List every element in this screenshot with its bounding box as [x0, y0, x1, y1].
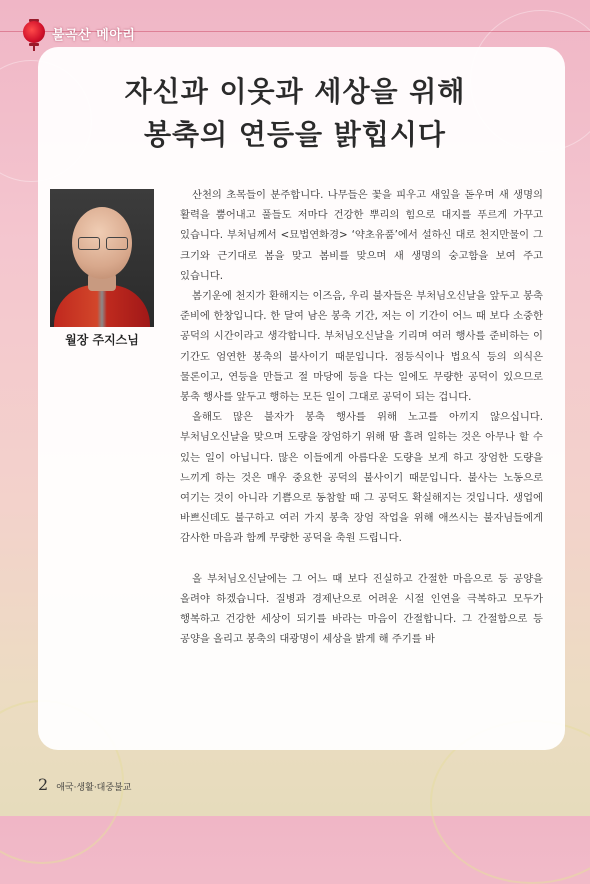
article-paragraph: 올해도 많은 불자가 봉축 행사를 위해 노고를 아끼지 않으십니다. 부처님오신날을 맞으며 도량을 장엄하기 위해 땀 흘려 일하는 것은 아무나 할 수 있는 일이 아닙니다. 많은 이들에게 아름다운 도량을 보게 하고 장엄한 도량을 느끼게 하는 것은 매우 중요한 공덕의 불사이기 때문입니다. 불사는 노동으로 여기는 것이 아니라 기쁨으로 동참할 때 그 공덕도 확실해지는 것입니다. 생업에 바쁘신데도 불구하고 여러 가지 봉축 장엄 작업을 위해 애쓰시는 불자님들에게 감사한 마음과 함께 무량한 공덕을 축원 드립니다. [180, 411, 543, 545]
article-paragraph: 봄기운에 천지가 환해지는 이즈음, 우리 불자들은 부처님오신날을 앞두고 봉축 준비에 한창입니다. 한 달여 남은 봉축 기간, 저는 이 기간이 어느 때 보다 소중한 공덕의 시간이라고 생각합니다. 부처님오신날을 기리며 여러 행사를 준비하는 이 기간도 엄연한 봉축의 불사이기 때문입니다. 점등식이나 법요식 등의 의식은 물론이고, 연등을 만들고 절 마당에 등을 다는 일에도 무량한 공덕이 있으므로 봉축 행사를 앞두고 행하는 모든 일이 그대로 공덕이 되는 겁니다. [180, 290, 543, 404]
title-line-1: 자신과 이웃과 세상을 위해 [124, 75, 466, 108]
section-label: 불곡산 메아리 [52, 27, 136, 43]
page-footer [38, 775, 131, 794]
footer-label: 애국·생활·대중불교 [56, 783, 132, 793]
section-header [22, 18, 135, 48]
article-body [180, 185, 543, 649]
author-caption: 월장 주지스님 [65, 333, 139, 347]
page-number: 2 [38, 775, 49, 794]
article-paragraph: 산천의 초목들이 분주합니다. 나무들은 꽃을 피우고 새잎을 돋우며 새 생명의 활력을 뿜어내고 풀들도 저마다 건강한 뿌리의 힘으로 대지를 푸르게 가꾸고 있습니다. 부처님께서 <묘법연화경> ‘약초유품’에서 설하신 대로 천지만물이 그 크기와 근기대로 봄을 맞고 봄비를 맞으며 새 생명의 숭고함을 보여 주고 있습니다. [180, 189, 543, 282]
title-line-2: 봉축의 연등을 밝힙시다 [144, 118, 446, 151]
lantern-icon [22, 18, 46, 48]
author-photo [50, 189, 154, 327]
article-paragraph: 올 부처님오신날에는 그 어느 때 보다 진실하고 간절한 마음으로 등 공양을 올려야 하겠습니다. 질병과 경제난으로 어려운 시절 인연을 극복하고 모두가 행복하고 건강한 세상이 되기를 바라는 마음이 간절합니다. 그 간절함으로 등 공양을 올리고 봉축의 대광명이 세상을 밝게 해 주기를 바 [180, 572, 543, 646]
